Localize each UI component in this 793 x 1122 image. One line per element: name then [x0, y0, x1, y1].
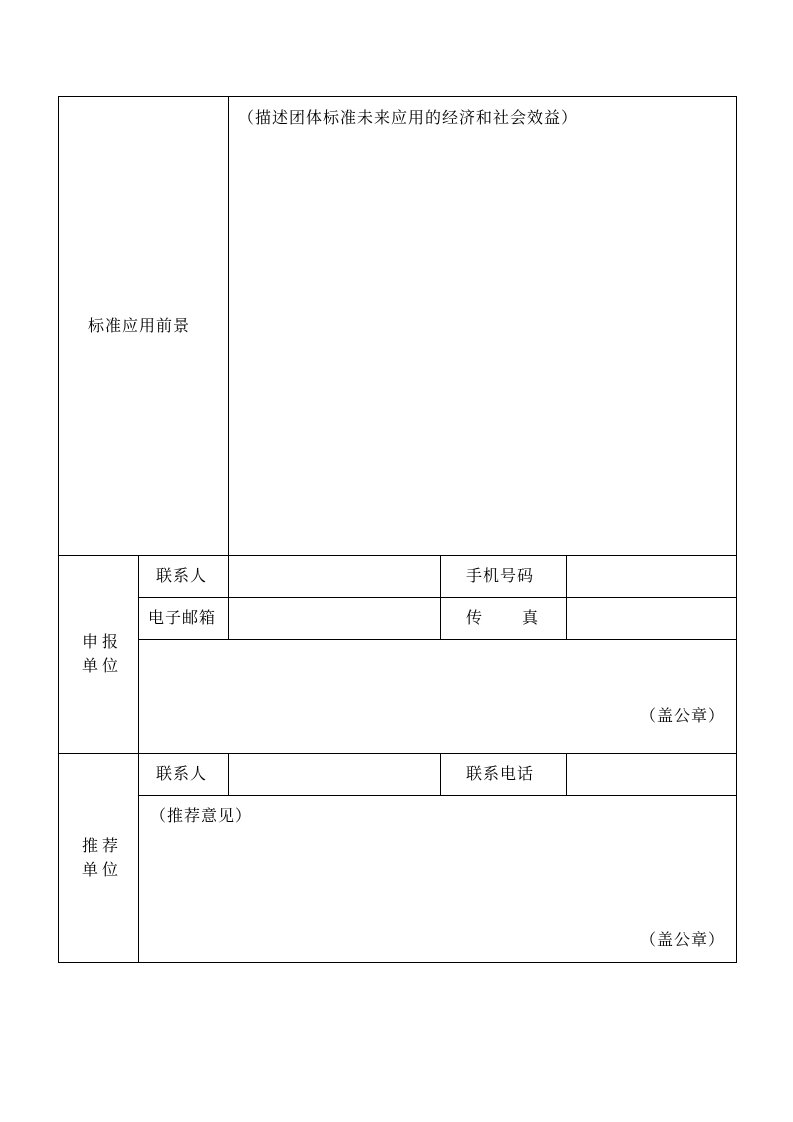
applicant-email-field[interactable] [230, 599, 439, 638]
divider-recommender-col2 [440, 753, 441, 795]
recommender-opinion-label: （推荐意见） [150, 806, 253, 825]
applicant-email-label: 电子邮箱 [148, 608, 217, 627]
applicant-group-label-line2: 单位 [82, 656, 123, 675]
applicant-fax-field[interactable] [568, 599, 735, 638]
prospect-instruction: （描述团体标准未来应用的经济和社会效益） [238, 108, 579, 127]
applicant-contact-person-label: 联系人 [156, 566, 208, 585]
applicant-mobile-label: 手机号码 [466, 566, 535, 585]
applicant-seal-label: （盖公章） [640, 706, 726, 725]
applicant-mobile-field[interactable] [568, 557, 735, 596]
divider-section-applicant [58, 555, 737, 556]
recommender-group-label-line2: 单位 [82, 860, 123, 879]
divider-applicant-col1 [228, 555, 229, 639]
applicant-seal-area[interactable] [140, 641, 735, 751]
divider-applicant-row2 [138, 639, 737, 640]
table-border-left [58, 96, 59, 963]
recommender-phone-label: 联系电话 [466, 764, 535, 783]
recommender-seal-label: （盖公章） [640, 930, 726, 949]
divider-section-recommender [58, 753, 737, 754]
recommender-group-label-line1: 推荐 [82, 836, 123, 855]
table-border-top [58, 96, 737, 97]
table-border-right [736, 96, 737, 963]
divider-recommender-group [138, 753, 139, 963]
divider-recommender-col1 [228, 753, 229, 795]
table-border-bottom [58, 962, 737, 963]
divider-recommender-row1 [138, 795, 737, 796]
prospect-label: 标准应用前景 [88, 316, 191, 335]
divider-applicant-group [138, 555, 139, 753]
divider-applicant-col2 [440, 555, 441, 639]
divider-recommender-col3 [566, 753, 567, 795]
divider-prospect-label [228, 96, 229, 555]
recommender-phone-field[interactable] [568, 755, 735, 794]
divider-applicant-col3 [566, 555, 567, 639]
applicant-group-label-line1: 申报 [82, 632, 123, 651]
recommender-contact-person-field[interactable] [230, 755, 439, 794]
applicant-fax-label-char1: 传 [466, 608, 484, 627]
recommender-contact-person-label: 联系人 [156, 764, 208, 783]
applicant-contact-person-field[interactable] [230, 557, 439, 596]
prospect-text-area[interactable] [230, 132, 735, 552]
applicant-fax-label-char2: 真 [522, 608, 540, 627]
